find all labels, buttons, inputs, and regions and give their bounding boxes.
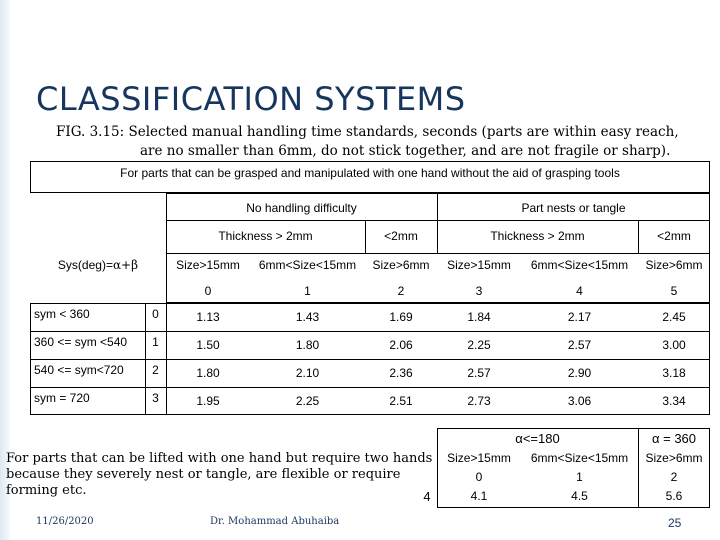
table-row-2-code: 2 (152, 363, 159, 377)
sys-label (30, 253, 166, 277)
header-thickness-lt-2mm-b: <2mm (657, 229, 691, 243)
sys-label-text: Sys(deg)= (57, 258, 113, 272)
two-hand-value-1: 4.5 (571, 489, 588, 503)
table-row-2-value-1: 2.10 (295, 366, 320, 380)
page-number: 25 (668, 516, 682, 530)
sys-formula: α+β (112, 258, 139, 272)
table-row-0-value-0: 1.13 (196, 310, 220, 324)
table-row-1-value-3: 2.25 (467, 338, 491, 352)
alpha-header-180: α<=180 (515, 431, 560, 446)
table-row-3-value-4: 3.06 (567, 394, 592, 408)
header-thickness-lt-2mm-a: <2mm (384, 229, 418, 243)
table-row-0-value-1: 1.43 (295, 310, 320, 324)
table-row-3-value-1: 2.25 (295, 394, 320, 408)
table-row-3-value-5: 3.34 (662, 394, 686, 408)
header-no-handling-difficulty: No handling difficulty (246, 201, 357, 215)
size-header-2: Size>6mm (372, 258, 430, 272)
size-header-5: Size>6mm (645, 258, 703, 272)
table-row-0-value-5: 2.45 (662, 310, 686, 324)
two-hand-note: For parts that can be lifted with one hand but require two hands because they severely nest or tangle, are flexible or require forming etc. (6, 451, 433, 498)
column-code-0: 0 (204, 284, 212, 298)
two-hand-size-header-0: Size>15mm (447, 450, 511, 465)
two-hand-size-header-1: 6mm<Size<15mm (530, 450, 629, 465)
size-header-3: Size>15mm (447, 258, 511, 272)
column-code-3: 3 (475, 284, 483, 298)
two-hand-column-code-0: 0 (475, 469, 483, 484)
table-row-1-value-5: 3.00 (662, 338, 686, 352)
header-part-nests-or-tangle: Part nests or tangle (521, 201, 626, 215)
header-thickness-gt-2mm-b: Thickness > 2mm (490, 229, 585, 243)
column-code-1: 1 (304, 284, 311, 298)
two-hand-row-code: 4 (423, 488, 431, 504)
footer-date: 11/26/2020 (36, 516, 94, 527)
footer-author: Dr. Mohammad Abuhaiba (210, 516, 340, 527)
column-code-5: 5 (670, 284, 678, 298)
table-banner: For parts that can be grasped and manipulated with one hand without the aid of grasping tools (120, 166, 620, 180)
table-row-3-label: sym = 720 (34, 391, 90, 405)
header-thickness-gt-2mm-a: Thickness > 2mm (218, 229, 313, 243)
slide-title: CLASSIFICATION SYSTEMS (36, 80, 466, 118)
table-row-0-label: sym < 360 (34, 307, 90, 321)
table-row-0-value-4: 2.17 (567, 310, 592, 324)
table-row-3-value-2: 2.51 (389, 394, 413, 408)
two-hand-size-header-2: Size>6mm (645, 450, 703, 465)
figure-caption (56, 123, 696, 161)
column-code-2: 2 (397, 284, 405, 298)
table-row-0-value-2: 1.69 (389, 310, 413, 324)
size-header-4: 6mm<Size<15mm (530, 258, 629, 272)
table-row-2-value-3: 2.57 (467, 366, 491, 380)
table-row-1-value-2: 2.06 (389, 338, 413, 352)
table-row-3-value-3: 2.73 (467, 394, 491, 408)
table-row-1-code: 1 (152, 335, 159, 349)
table-row-3-code: 3 (152, 391, 159, 405)
table-row-1-value-4: 2.57 (567, 338, 592, 352)
table-row-2-label: 540 <= sym<720 (34, 363, 124, 377)
table-row-2-value-5: 3.18 (662, 366, 686, 380)
table-row-1-value-0: 1.50 (196, 338, 220, 352)
table-row-2-value-2: 2.36 (389, 366, 413, 380)
two-hand-column-code-1: 1 (576, 469, 583, 484)
table-row-0-value-3: 1.84 (467, 310, 491, 324)
column-code-4: 4 (576, 284, 583, 298)
table-row-1-label: 360 <= sym <540 (34, 335, 128, 349)
two-hand-column-code-2: 2 (670, 469, 678, 484)
two-hand-value-0: 4.1 (470, 489, 488, 503)
size-header-0: Size>15mm (176, 258, 240, 272)
table-row-3-value-0: 1.95 (196, 394, 220, 408)
table-row-0-code: 0 (152, 307, 159, 321)
two-hand-value-2: 5.6 (665, 489, 683, 503)
size-header-1: 6mm<Size<15mm (258, 258, 357, 272)
caption-line-2: are no smaller than 6mm, do not stick together, and are not fragile or sharp). (140, 143, 671, 159)
table-row-2-value-4: 2.90 (567, 366, 592, 380)
alpha-header-360: α = 360 (651, 431, 697, 446)
table-row-1-value-1: 1.80 (295, 338, 320, 352)
table-row-2-value-0: 1.80 (196, 366, 220, 380)
caption-line-1: FIG. 3.15: Selected manual handling time standards, seconds (parts are within easy reach, (56, 124, 679, 140)
